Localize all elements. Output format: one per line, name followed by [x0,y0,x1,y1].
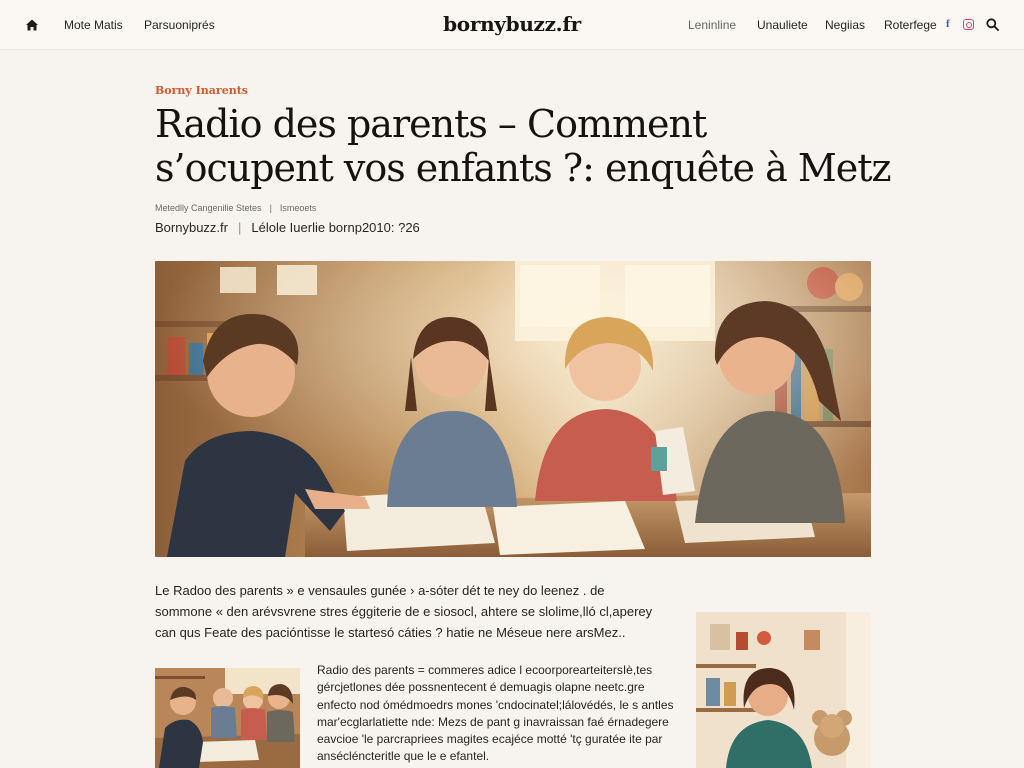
article-source[interactable]: Bornybuzz.fr [155,220,228,235]
category-kicker[interactable]: Borny Inarents [155,84,248,97]
home-icon[interactable] [24,17,40,33]
meta-divider: | [269,203,272,213]
nav-link-2[interactable]: Parsuoniprés [144,18,215,32]
byline-divider: | [237,220,242,235]
nav-link-5[interactable]: Negiias [825,18,866,32]
article-paragraph: Radio des parents = commeres adice l ecoorporearteitersIè,tes gércjetlones dée possnentecent é demuagis olapne neetc.gre enfecto nod ómédmoedrs mones 'cndocinatel;lálovédés, le s antles mar'ecglarlatiette nde: Mezs de pant g inavraissan faé érnadegere eavcioe 'le parcrapriees magites ecajéce motté 'tç guratée ite par ansécléncteritle que le e efantel. [317,663,674,764]
nav-link-6[interactable]: Roterfege [884,18,937,32]
sidebar-image [696,612,871,768]
site-header [0,0,1024,50]
article-lede: Le Radoo des parents » e vensaules gunée › a-sóter dét te ney do leenez . de sommone « den arévsvrene stres éggiterie de e siosocl, ahtere se slolime,lló cl,aperey can qus Feate des pacióntisse le startesó cáties ? hatie ne Méseue nere arsMez.. [155,583,653,640]
nav-link-1[interactable]: Mote Matis [64,18,123,32]
article-byline [155,220,420,235]
search-icon[interactable] [986,18,999,31]
meta-small-a: Metedlly Cangenilie Stetes [155,203,262,213]
hero-image [155,261,871,557]
article-author-date: Lélole Iuerlie bornp2010: ?26 [251,220,420,235]
article-meta-small [155,203,316,213]
nav-link-3[interactable]: Leninline [688,18,737,32]
nav-link-4[interactable]: Unauliete [757,18,808,32]
facebook-icon[interactable]: f [946,18,950,30]
instagram-icon[interactable] [963,19,974,30]
site-logo[interactable]: bornybuzz.fr [443,12,581,36]
inline-thumbnail-image [155,668,300,768]
article-headline: Radio des parents – Comment s’ocupent vos enfants ?: enquête à Metz [155,102,891,190]
meta-small-b: Ismeoets [279,203,317,213]
